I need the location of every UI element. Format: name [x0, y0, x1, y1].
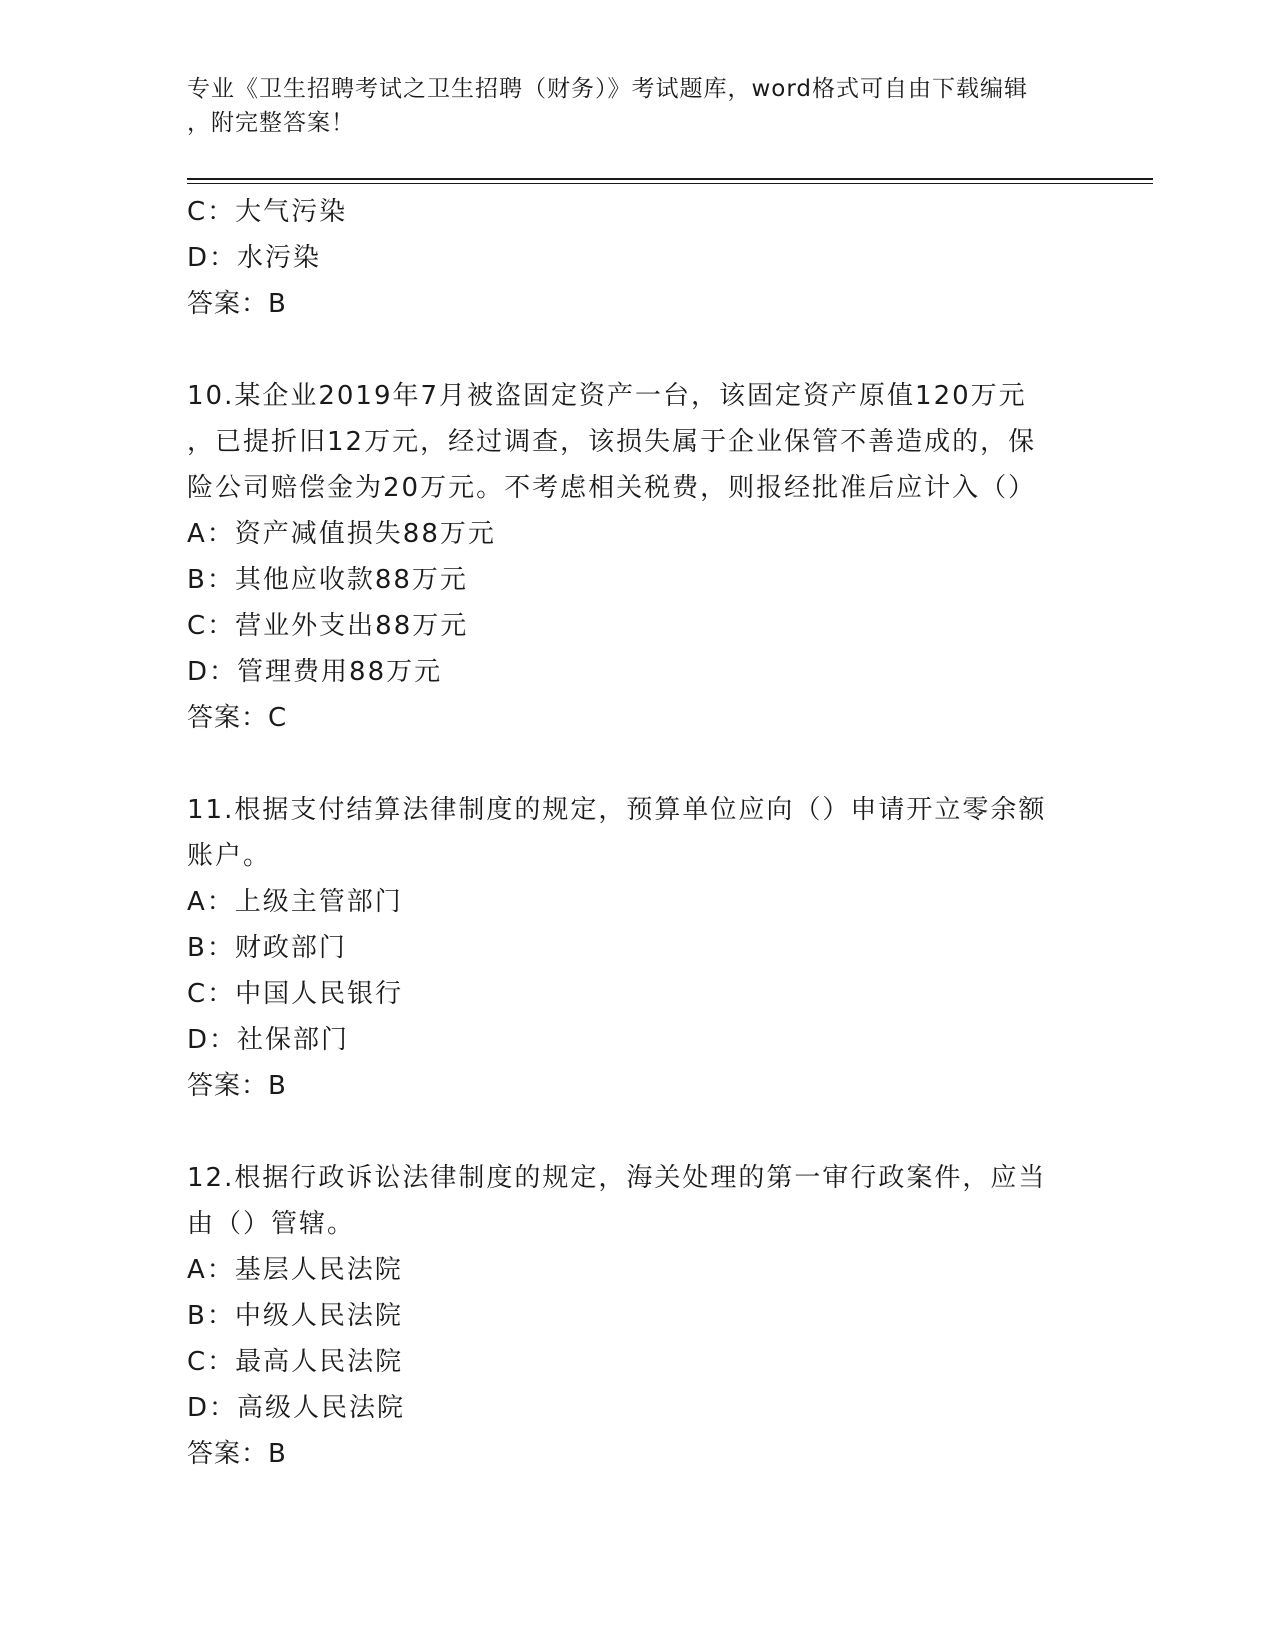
question-stem-line: 险公司赔偿金为20万元。不考虑相关税费，则报经批准后应计入（） — [187, 473, 1037, 503]
option-a: A：上级主管部门 — [187, 887, 403, 917]
question-11 — [187, 787, 1087, 1109]
question-9-tail — [187, 189, 1087, 327]
question-content — [187, 189, 1087, 1477]
header-divider-thick — [187, 178, 1153, 180]
option-d: D：社保部门 — [187, 1025, 350, 1055]
option-b: B：财政部门 — [187, 933, 347, 963]
spacer — [187, 327, 1087, 373]
answer-line: 答案：B — [187, 1071, 287, 1101]
question-stem-line: 11.根据支付结算法律制度的规定，预算单位应向（）申请开立零余额 — [187, 795, 1047, 825]
option-c: C：营业外支出88万元 — [187, 611, 469, 641]
question-stem-line: 由（）管辖。 — [187, 1209, 356, 1239]
option-d: D：管理费用88万元 — [187, 657, 443, 687]
option-c: C：大气污染 — [187, 197, 348, 227]
option-d: D：高级人民法院 — [187, 1393, 406, 1423]
page-header — [187, 72, 1067, 140]
option-d: D：水污染 — [187, 243, 322, 273]
option-b: B：中级人民法院 — [187, 1301, 403, 1331]
header-line-2: ，附完整答案！ — [187, 110, 355, 136]
answer-line: 答案：C — [187, 703, 288, 733]
option-a: A：资产减值损失88万元 — [187, 519, 496, 549]
question-stem-line: 10.某企业2019年7月被盗固定资产一台，该固定资产原值120万元 — [187, 381, 1027, 411]
header-line-1: 专业《卫生招聘考试之卫生招聘（财务）》考试题库，word格式可自由下载编辑 — [187, 76, 1029, 102]
answer-line: 答案：B — [187, 289, 287, 319]
option-b: B：其他应收款88万元 — [187, 565, 468, 595]
option-c: C：中国人民银行 — [187, 979, 404, 1009]
spacer — [187, 1109, 1087, 1155]
option-a: A：基层人民法院 — [187, 1255, 403, 1285]
header-divider-thin — [187, 183, 1153, 184]
question-10 — [187, 373, 1087, 741]
question-12 — [187, 1155, 1087, 1477]
option-c: C：最高人民法院 — [187, 1347, 404, 1377]
answer-line: 答案：B — [187, 1439, 287, 1469]
question-stem-line: 12.根据行政诉讼法律制度的规定，海关处理的第一审行政案件，应当 — [187, 1163, 1047, 1193]
spacer — [187, 741, 1087, 787]
question-stem-line: ，已提折旧12万元，经过调查，该损失属于企业保管不善造成的，保 — [187, 427, 1037, 457]
question-stem-line: 账户。 — [187, 841, 272, 871]
